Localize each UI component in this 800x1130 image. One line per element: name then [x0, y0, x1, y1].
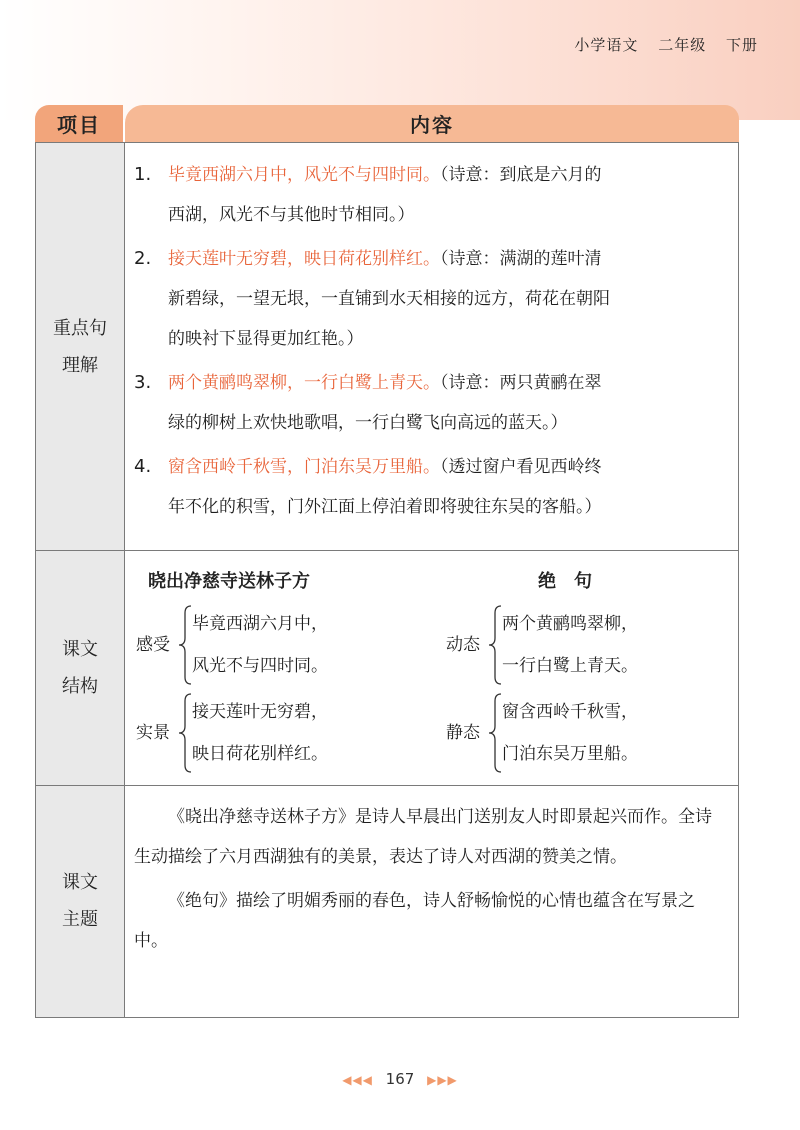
poem-line: 风光不与四时同。: [192, 656, 328, 676]
list-item: [134, 447, 726, 527]
explanation: 的映衬下显得更加红艳。）: [168, 329, 364, 349]
poem-line: 门泊东吴万里船。: [502, 744, 638, 764]
list-item: [134, 239, 726, 359]
explanation: （透过窗户看见西岭终: [440, 457, 602, 477]
poem-line: 毕竟西湖六月中，风光不与四时同。: [168, 165, 440, 185]
row-divider: [36, 550, 738, 551]
group-label: 实景: [136, 723, 170, 743]
explanation: 绿的柳树上欢快地歌唱，一行白鹭飞向高远的蓝天。）: [168, 413, 568, 433]
poem-line: 毕竟西湖六月中，: [192, 614, 328, 634]
key-sentences-content: [134, 155, 726, 527]
structure-group: [446, 603, 736, 687]
group-label: 感受: [136, 635, 170, 655]
theme-paragraph: 《绝句》描绘了明媚秀丽的春色，诗人舒畅愉悦的心情也蕴含在写景之中。: [134, 891, 695, 951]
label-line: 结构: [62, 675, 98, 697]
table-body: [35, 142, 739, 1018]
explanation: 西湖，风光不与其他时节相同。）: [168, 205, 415, 225]
left-arrows-icon: ◀◀◀: [342, 1073, 373, 1087]
page-header: [560, 34, 758, 55]
item-number: 2.: [134, 248, 152, 269]
summary-table: [35, 105, 739, 1017]
header-subject: 小学语文: [574, 36, 639, 54]
label-line: 主题: [62, 909, 98, 930]
theme-content: [134, 797, 726, 961]
left-brace-icon: [488, 605, 502, 685]
label-line: 理解: [62, 354, 98, 376]
row-divider: [36, 785, 738, 786]
item-number: 3.: [134, 372, 152, 393]
label-line: 课文: [62, 872, 98, 893]
explanation: 新碧绿，一望无垠，一直铺到水天相接的远方，荷花在朝阳: [168, 289, 610, 309]
item-number: 1.: [134, 164, 152, 185]
explanation: （诗意：满湖的莲叶清: [440, 249, 602, 269]
row-label-key-sentences: [36, 143, 124, 550]
structure-group: [136, 603, 436, 687]
structure-group: [136, 691, 436, 775]
list-item: [134, 155, 726, 235]
left-brace-icon: [178, 693, 192, 773]
explanation: （诗意：到底是六月的: [440, 165, 602, 185]
group-label: 动态: [446, 635, 480, 655]
list-item: [134, 363, 726, 443]
header-volume: 下册: [725, 36, 758, 54]
left-brace-icon: [488, 693, 502, 773]
poem-line: 接天莲叶无穷碧，映日荷花别样红。: [168, 249, 440, 269]
poem-line: 一行白鹭上青天。: [502, 656, 638, 676]
poem-line: 两个黄鹂鸣翠柳，: [502, 614, 638, 634]
right-arrows-icon: ▶▶▶: [427, 1073, 458, 1087]
poem-line: 两个黄鹂鸣翠柳，一行白鹭上青天。: [168, 373, 440, 393]
label-line: 课文: [62, 638, 98, 660]
explanation: （诗意：两只黄鹂在翠: [440, 373, 602, 393]
poem-line: 映日荷花别样红。: [192, 744, 328, 764]
explanation: 年不化的积雪，门外江面上停泊着即将驶往东吴的客船。）: [168, 497, 602, 517]
page-footer: [0, 1070, 800, 1088]
left-brace-icon: [178, 605, 192, 685]
label-line: 重点句: [53, 317, 107, 339]
structure-group: [446, 691, 736, 775]
header-grade: 二年级: [658, 36, 707, 54]
top-band: [0, 0, 800, 120]
poem-line: 窗含西岭千秋雪，: [502, 702, 638, 722]
column-header-content: 内容: [125, 105, 739, 142]
poem-line: 窗含西岭千秋雪，门泊东吴万里船。: [168, 457, 440, 477]
poem1-title: 晓出净慈寺送林子方: [148, 571, 310, 592]
row-label-theme: [36, 785, 124, 1017]
group-label: 静态: [446, 723, 480, 743]
row-label-structure: [36, 550, 124, 785]
page-number: 167: [385, 1070, 415, 1088]
poem2-title: 绝 句: [538, 571, 592, 592]
theme-paragraph: 《晓出净慈寺送林子方》是诗人早晨出门送别友人时即景起兴而作。全诗生动描绘了六月西湖独有的美景，表达了诗人对西湖的赞美之情。: [134, 807, 712, 867]
item-number: 4.: [134, 456, 152, 477]
column-header-item: 项目: [35, 105, 123, 142]
poem-line: 接天莲叶无穷碧，: [192, 702, 328, 722]
